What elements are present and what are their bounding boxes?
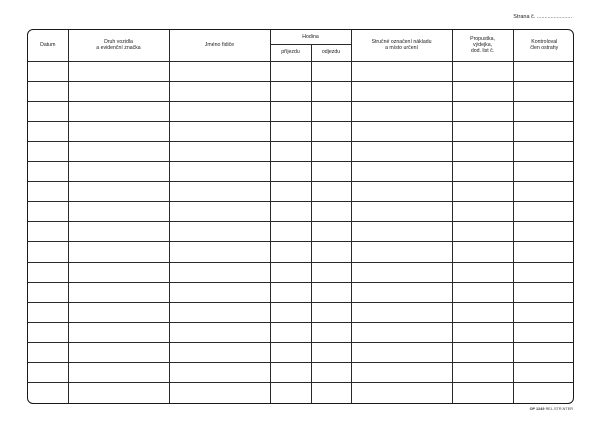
cell-strucne-oznaceni[interactable] xyxy=(351,302,452,322)
cell-prijezdu[interactable] xyxy=(270,242,311,262)
cell-druh-vozidla[interactable] xyxy=(68,242,169,262)
cell-druh-vozidla[interactable] xyxy=(68,282,169,302)
cell-jmeno-ridice[interactable] xyxy=(169,121,270,141)
cell-odjezdu[interactable] xyxy=(311,383,351,403)
cell-propustka[interactable] xyxy=(452,262,513,282)
cell-druh-vozidla[interactable] xyxy=(68,222,169,242)
cell-propustka[interactable] xyxy=(452,81,513,101)
cell-strucne-oznaceni[interactable] xyxy=(351,81,452,101)
cell-strucne-oznaceni[interactable] xyxy=(351,262,452,282)
vehicle-log-form xyxy=(27,29,574,404)
cell-propustka[interactable] xyxy=(452,242,513,262)
cell-druh-vozidla[interactable] xyxy=(68,343,169,363)
cell-propustka[interactable] xyxy=(452,182,513,202)
cell-jmeno-ridice[interactable] xyxy=(169,222,270,242)
table-row xyxy=(28,222,574,242)
cell-kontroloval[interactable] xyxy=(513,363,574,383)
cell-kontroloval[interactable] xyxy=(513,101,574,121)
cell-prijezdu[interactable] xyxy=(270,343,311,363)
cell-druh-vozidla[interactable] xyxy=(68,383,169,403)
cell-datum[interactable] xyxy=(28,162,68,182)
cell-datum[interactable] xyxy=(28,222,68,242)
cell-prijezdu[interactable] xyxy=(270,363,311,383)
cell-jmeno-ridice[interactable] xyxy=(169,363,270,383)
cell-kontroloval[interactable] xyxy=(513,282,574,302)
cell-druh-vozidla[interactable] xyxy=(68,202,169,222)
cell-kontroloval[interactable] xyxy=(513,343,574,363)
header-kontroloval: Kontroloval člen ostrahy xyxy=(513,30,574,61)
cell-datum[interactable] xyxy=(28,182,68,202)
cell-prijezdu[interactable] xyxy=(270,202,311,222)
cell-strucne-oznaceni[interactable] xyxy=(351,383,452,403)
cell-jmeno-ridice[interactable] xyxy=(169,262,270,282)
cell-strucne-oznaceni[interactable] xyxy=(351,182,452,202)
cell-propustka[interactable] xyxy=(452,383,513,403)
cell-kontroloval[interactable] xyxy=(513,162,574,182)
cell-datum[interactable] xyxy=(28,141,68,161)
cell-prijezdu[interactable] xyxy=(270,302,311,322)
cell-datum[interactable] xyxy=(28,101,68,121)
cell-jmeno-ridice[interactable] xyxy=(169,202,270,222)
cell-propustka[interactable] xyxy=(452,222,513,242)
cell-druh-vozidla[interactable] xyxy=(68,302,169,322)
cell-datum[interactable] xyxy=(28,322,68,342)
cell-prijezdu[interactable] xyxy=(270,182,311,202)
table-row xyxy=(28,202,574,222)
cell-odjezdu[interactable] xyxy=(311,343,351,363)
header-prijezdu: příjezdu xyxy=(270,44,311,61)
cell-strucne-oznaceni[interactable] xyxy=(351,141,452,161)
cell-kontroloval[interactable] xyxy=(513,182,574,202)
table-row xyxy=(28,322,574,342)
cell-prijezdu[interactable] xyxy=(270,262,311,282)
table-row xyxy=(28,302,574,322)
table-row xyxy=(28,182,574,202)
table-row xyxy=(28,81,574,101)
table-row xyxy=(28,363,574,383)
cell-datum[interactable] xyxy=(28,242,68,262)
cell-datum[interactable] xyxy=(28,302,68,322)
cell-druh-vozidla[interactable] xyxy=(68,162,169,182)
cell-prijezdu[interactable] xyxy=(270,282,311,302)
cell-propustka[interactable] xyxy=(452,121,513,141)
cell-kontroloval[interactable] xyxy=(513,222,574,242)
cell-odjezdu[interactable] xyxy=(311,302,351,322)
cell-druh-vozidla[interactable] xyxy=(68,101,169,121)
cell-prijezdu[interactable] xyxy=(270,61,311,81)
header-jmeno-ridice: Jméno řidiče xyxy=(169,30,270,61)
header-odjezdu: odjezdu xyxy=(311,44,351,61)
header-hodina: Hodina xyxy=(270,30,351,44)
cell-kontroloval[interactable] xyxy=(513,61,574,81)
table-row xyxy=(28,162,574,182)
cell-propustka[interactable] xyxy=(452,202,513,222)
cell-jmeno-ridice[interactable] xyxy=(169,242,270,262)
cell-datum[interactable] xyxy=(28,81,68,101)
cell-prijezdu[interactable] xyxy=(270,81,311,101)
cell-strucne-oznaceni[interactable] xyxy=(351,121,452,141)
cell-propustka[interactable] xyxy=(452,282,513,302)
cell-prijezdu[interactable] xyxy=(270,222,311,242)
cell-odjezdu[interactable] xyxy=(311,141,351,161)
cell-strucne-oznaceni[interactable] xyxy=(351,162,452,182)
cell-propustka[interactable] xyxy=(452,141,513,161)
cell-druh-vozidla[interactable] xyxy=(68,182,169,202)
log-body xyxy=(28,61,574,403)
cell-jmeno-ridice[interactable] xyxy=(169,322,270,342)
cell-propustka[interactable] xyxy=(452,302,513,322)
cell-prijezdu[interactable] xyxy=(270,141,311,161)
cell-druh-vozidla[interactable] xyxy=(68,81,169,101)
cell-odjezdu[interactable] xyxy=(311,363,351,383)
cell-datum[interactable] xyxy=(28,383,68,403)
cell-datum[interactable] xyxy=(28,343,68,363)
cell-odjezdu[interactable] xyxy=(311,282,351,302)
cell-strucne-oznaceni[interactable] xyxy=(351,322,452,342)
table-row xyxy=(28,101,574,121)
cell-odjezdu[interactable] xyxy=(311,262,351,282)
vehicle-log-table xyxy=(28,30,574,403)
cell-odjezdu[interactable] xyxy=(311,222,351,242)
form-code-suffix: REL.STR.NTER xyxy=(545,407,573,411)
cell-datum[interactable] xyxy=(28,61,68,81)
cell-datum[interactable] xyxy=(28,282,68,302)
cell-jmeno-ridice[interactable] xyxy=(169,282,270,302)
cell-kontroloval[interactable] xyxy=(513,141,574,161)
cell-kontroloval[interactable] xyxy=(513,302,574,322)
cell-strucne-oznaceni[interactable] xyxy=(351,202,452,222)
cell-jmeno-ridice[interactable] xyxy=(169,61,270,81)
page-number-blank[interactable]: ....................... xyxy=(536,14,572,20)
cell-kontroloval[interactable] xyxy=(513,242,574,262)
cell-jmeno-ridice[interactable] xyxy=(169,81,270,101)
cell-odjezdu[interactable] xyxy=(311,162,351,182)
cell-prijezdu[interactable] xyxy=(270,101,311,121)
cell-jmeno-ridice[interactable] xyxy=(169,383,270,403)
cell-strucne-oznaceni[interactable] xyxy=(351,242,452,262)
cell-druh-vozidla[interactable] xyxy=(68,121,169,141)
cell-druh-vozidla[interactable] xyxy=(68,262,169,282)
cell-kontroloval[interactable] xyxy=(513,262,574,282)
cell-strucne-oznaceni[interactable] xyxy=(351,363,452,383)
cell-odjezdu[interactable] xyxy=(311,182,351,202)
cell-odjezdu[interactable] xyxy=(311,81,351,101)
cell-datum[interactable] xyxy=(28,363,68,383)
cell-kontroloval[interactable] xyxy=(513,322,574,342)
cell-odjezdu[interactable] xyxy=(311,61,351,81)
cell-datum[interactable] xyxy=(28,202,68,222)
table-row xyxy=(28,262,574,282)
cell-propustka[interactable] xyxy=(452,363,513,383)
header-druh-vozidla: Druh vozidla a evidenční značka xyxy=(68,30,169,61)
cell-propustka[interactable] xyxy=(452,162,513,182)
cell-odjezdu[interactable] xyxy=(311,202,351,222)
cell-druh-vozidla[interactable] xyxy=(68,61,169,81)
page-number-label: Strana č. xyxy=(513,14,536,20)
table-row xyxy=(28,121,574,141)
cell-prijezdu[interactable] xyxy=(270,383,311,403)
cell-propustka[interactable] xyxy=(452,322,513,342)
header-propustka: Propustka, výdejka, dod. list č. xyxy=(452,30,513,61)
form-code-number: OP 1249 xyxy=(529,407,545,411)
cell-odjezdu[interactable] xyxy=(311,101,351,121)
cell-jmeno-ridice[interactable] xyxy=(169,141,270,161)
cell-kontroloval[interactable] xyxy=(513,383,574,403)
cell-strucne-oznaceni[interactable] xyxy=(351,343,452,363)
cell-kontroloval[interactable] xyxy=(513,121,574,141)
table-row xyxy=(28,242,574,262)
cell-jmeno-ridice[interactable] xyxy=(169,101,270,121)
table-row xyxy=(28,383,574,403)
cell-jmeno-ridice[interactable] xyxy=(169,343,270,363)
table-row xyxy=(28,343,574,363)
cell-propustka[interactable] xyxy=(452,101,513,121)
form-code xyxy=(530,407,573,411)
cell-datum[interactable] xyxy=(28,262,68,282)
cell-jmeno-ridice[interactable] xyxy=(169,302,270,322)
cell-jmeno-ridice[interactable] xyxy=(169,162,270,182)
cell-druh-vozidla[interactable] xyxy=(68,363,169,383)
table-row xyxy=(28,282,574,302)
cell-odjezdu[interactable] xyxy=(311,121,351,141)
cell-datum[interactable] xyxy=(28,121,68,141)
cell-strucne-oznaceni[interactable] xyxy=(351,222,452,242)
header-datum: Datum xyxy=(28,30,68,61)
cell-kontroloval[interactable] xyxy=(513,202,574,222)
cell-jmeno-ridice[interactable] xyxy=(169,182,270,202)
cell-strucne-oznaceni[interactable] xyxy=(351,282,452,302)
table-row xyxy=(28,141,574,161)
page-number-field xyxy=(513,14,572,20)
cell-druh-vozidla[interactable] xyxy=(68,322,169,342)
cell-propustka[interactable] xyxy=(452,343,513,363)
header-strucne-oznaceni: Stručné označení nákladu a místo určení xyxy=(351,30,452,61)
cell-odjezdu[interactable] xyxy=(311,242,351,262)
cell-propustka[interactable] xyxy=(452,61,513,81)
cell-strucne-oznaceni[interactable] xyxy=(351,61,452,81)
cell-prijezdu[interactable] xyxy=(270,162,311,182)
cell-prijezdu[interactable] xyxy=(270,322,311,342)
table-row xyxy=(28,61,574,81)
cell-strucne-oznaceni[interactable] xyxy=(351,101,452,121)
cell-odjezdu[interactable] xyxy=(311,322,351,342)
cell-kontroloval[interactable] xyxy=(513,81,574,101)
cell-prijezdu[interactable] xyxy=(270,121,311,141)
cell-druh-vozidla[interactable] xyxy=(68,141,169,161)
